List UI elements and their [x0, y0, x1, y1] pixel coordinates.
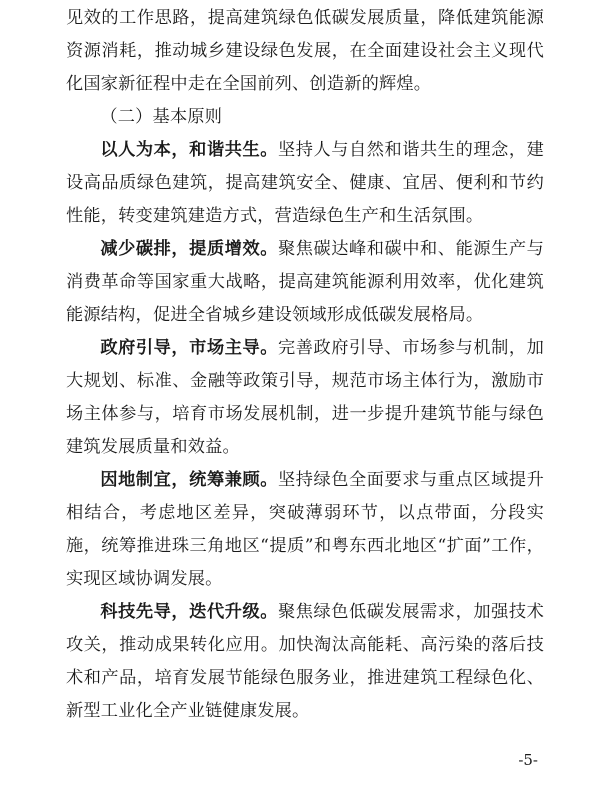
principle-lead: 以人为本，和谐共生。: [100, 140, 278, 160]
principle-body: 坚持人与自然和谐共生的理念，建设高品质绿色建筑，提高建筑安全、健康、宜居、便利和节约性能，转变建筑建造方式，营造绿色生产和生活氛围。: [66, 140, 544, 226]
continuation-paragraph: 见效的工作思路，提高建筑绿色低碳发展质量，降低建筑能源资源消耗，推动城乡建设绿色发展，在全面建设社会主义现代化国家新征程中走在全国前列、创造新的辉煌。: [66, 8, 544, 94]
page-number: -5-: [518, 751, 538, 769]
principle-lead: 科技先导，迭代升级。: [100, 602, 278, 622]
principle-lead: 政府引导，市场主导。: [100, 338, 278, 358]
principle-government-market: [66, 332, 544, 464]
section-heading: （二）基本原则: [100, 107, 223, 127]
principle-body: 聚焦碳达峰和碳中和、能源生产与消费革命等国家重大战略，提高建筑能源利用效率，优化建筑能源结构，促进全省城乡建设领域形成低碳发展格局。: [66, 239, 544, 325]
principle-carbon-reduction: [66, 233, 544, 332]
principle-technology-led: [66, 596, 544, 728]
principle-body: 坚持绿色全面要求与重点区域提升相结合，考虑地区差异，突破薄弱环节，以点带面，分段实施，统筹推进珠三角地区“提质”和粤东西北地区“扩面”工作，实现区域协调发展。: [66, 470, 544, 589]
principle-local-conditions: [66, 464, 544, 596]
document-body: [66, 2, 544, 728]
principle-people-oriented: [66, 134, 544, 233]
principle-lead: 因地制宜，统筹兼顾。: [100, 470, 278, 490]
principle-lead: 减少碳排，提质增效。: [100, 239, 278, 259]
principle-body: 聚焦绿色低碳发展需求，加强技术攻关，推动成果转化应用。加快淘汰高能耗、高污染的落后技术和产品，培育发展节能绿色服务业，推进建筑工程绿色化、新型工业化全产业链健康发展。: [66, 602, 544, 721]
principle-body: 完善政府引导、市场参与机制，加大规划、标准、金融等政策引导，规范市场主体行为，激励市场主体参与，培育市场发展机制，进一步提升建筑节能与绿色建筑发展质量和效益。: [66, 338, 544, 457]
